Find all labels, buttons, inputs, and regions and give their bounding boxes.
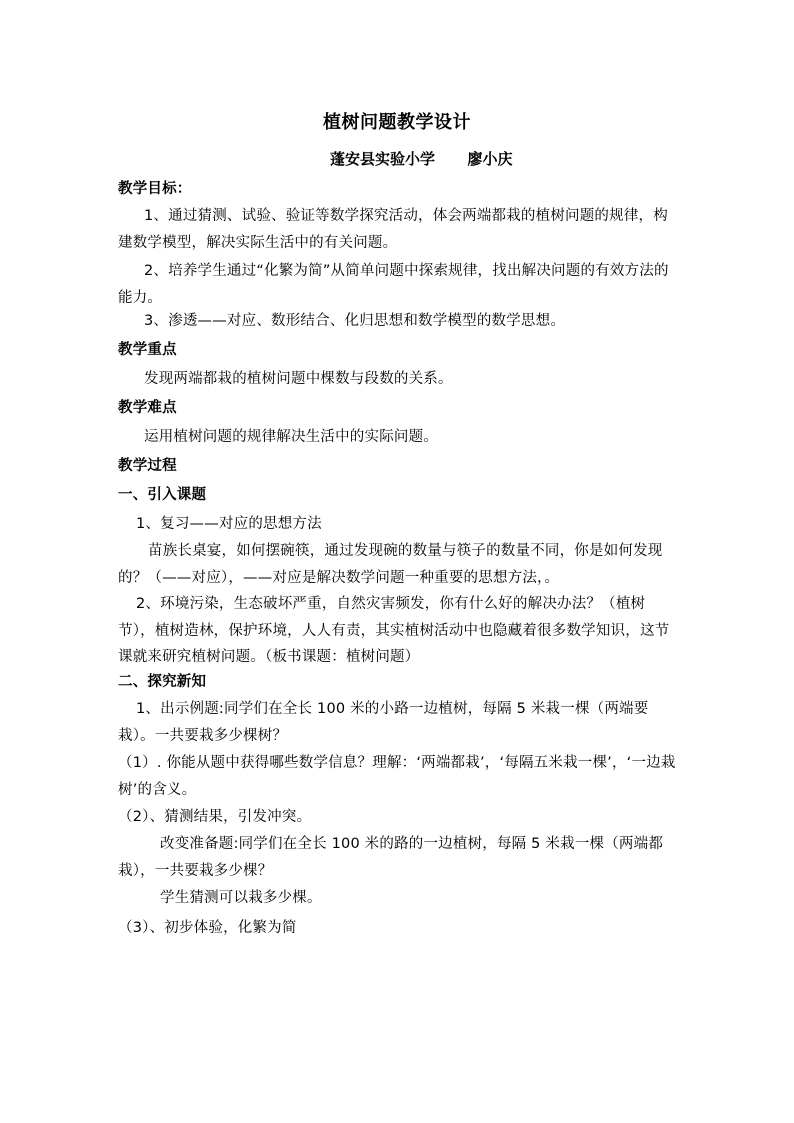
part2-sub1: （1）. 你能从题中获得哪些数学信息？理解：‘两端都栽’，‘每隔五米栽一棵’，‘一边栽树’的含义。 <box>118 755 676 798</box>
objectives-heading: 教学目标： <box>118 181 192 197</box>
objective-item-1: 1、通过猜测、试验、验证等数学探究活动，体会两端都栽的植树问题的规律，构建数学模型，解决实际生活中的有关问题。 <box>118 208 668 251</box>
part1-item2-text: 2、环境污染，生态破坏严重，自然灾害频发，你有什么好的解决办法？（植树节），植树造林，保护环境，人人有责，其实植树活动中也隐藏着很多数学知识，这节课就来研究植树问题。（板书课题：植树问题） <box>118 596 670 665</box>
part2-sub2: （2）、猜测结果，引发冲突。 <box>118 809 312 825</box>
objective-item-2: 2、培养学生通过“化繁为简”从简单问题中探索规律，找出解决问题的有效方法的能力。 <box>118 263 669 306</box>
document-title: 植树问题教学设计 <box>323 112 471 133</box>
key-point-text: 发现两端都栽的植树问题中棵数与段数的关系。 <box>144 371 453 387</box>
part1-item1: 1、复习——对应的思想方法 <box>136 516 322 532</box>
part2-sub2-guess: 学生猜测可以栽多少棵。 <box>160 890 322 906</box>
difficult-point-heading: 教学难点 <box>118 400 177 416</box>
part2-sub2-text: 改变准备题:同学们在全长 100 米的路的一边植树，每隔 5 米栽一棵（两端都栽），一共要栽多少棵？ <box>118 836 664 879</box>
part1-item1-text: 苗族长桌宴，如何摆碗筷，通过发现碗的数量与筷子的数量不同，你是如何发现的？（——对应），——对应是解决数学问题一种重要的思想方法，。 <box>118 543 663 586</box>
part2-heading: 二、探究新知 <box>118 674 207 690</box>
part1-heading: 一、引入课题 <box>118 487 207 503</box>
objective-item-3: 3、渗透——对应、数形结合、化归思想和数学模型的数学思想。 <box>144 313 566 329</box>
school-name: 蓬安县实验小学 <box>330 150 436 168</box>
part2-item1-text: 1、出示例题:同学们在全长 100 米的小路一边植树，每隔 5 米栽一棵（两端要栽）。一共要栽多少棵树？ <box>118 701 649 744</box>
key-point-heading: 教学重点 <box>118 342 177 358</box>
author-line <box>330 148 513 169</box>
difficult-point-text: 运用植树问题的规律解决生活中的实际问题。 <box>144 429 438 445</box>
process-heading: 教学过程 <box>118 458 177 474</box>
author-name: 廖小庆 <box>467 150 513 168</box>
part2-sub3: （3）、初步体验，化繁为简 <box>118 920 297 936</box>
